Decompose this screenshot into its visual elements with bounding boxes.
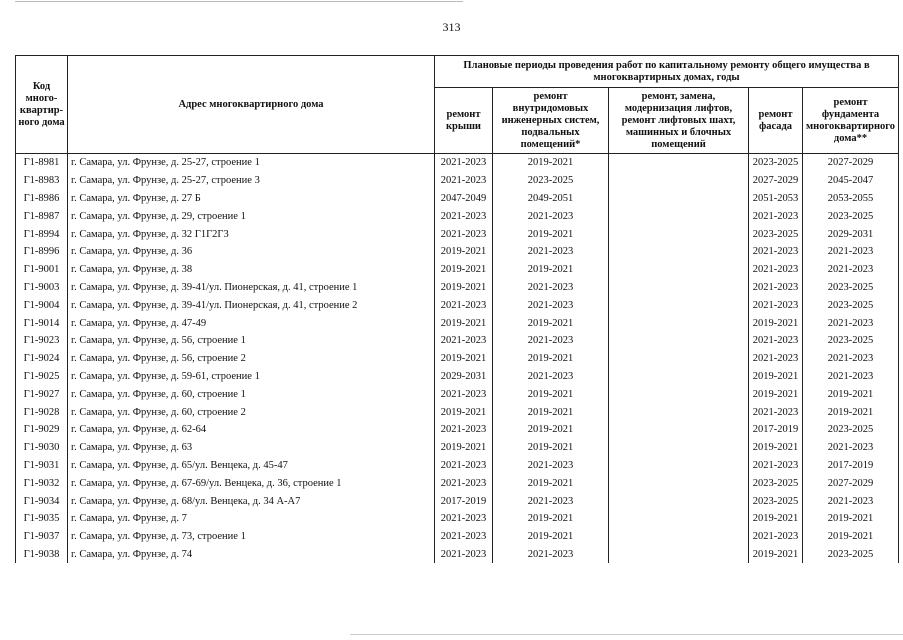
cell-code: Г1-8986 [16,190,68,208]
cell-code: Г1-9003 [16,279,68,297]
cell-elevators [609,225,749,243]
cell-elevators [609,243,749,261]
cell-facade: 2027-2029 [749,172,803,190]
cell-roof: 2047-2049 [435,190,493,208]
cell-elevators [609,403,749,421]
cell-address: г. Самара, ул. Фрунзе, д. 38 [68,261,435,279]
cell-facade: 2051-2053 [749,190,803,208]
cell-address: г. Самара, ул. Фрунзе, д. 25-27, строение 1 [68,154,435,172]
cell-address: г. Самара, ул. Фрунзе, д. 62-64 [68,421,435,439]
table-row [16,154,899,172]
cell-foundation: 2023-2025 [803,421,899,439]
cell-internal-systems: 2021-2023 [493,457,609,475]
cell-elevators [609,190,749,208]
cell-facade: 2019-2021 [749,385,803,403]
cell-facade: 2023-2025 [749,154,803,172]
cell-address: г. Самара, ул. Фрунзе, д. 65/ул. Венцека, д. 45-47 [68,457,435,475]
cell-foundation: 2023-2025 [803,332,899,350]
cell-address: г. Самара, ул. Фрунзе, д. 56, строение 1 [68,332,435,350]
cell-code: Г1-9028 [16,403,68,421]
cell-code: Г1-9004 [16,296,68,314]
cell-internal-systems: 2049-2051 [493,190,609,208]
table-row [16,492,899,510]
cell-foundation: 2023-2025 [803,279,899,297]
cell-elevators [609,332,749,350]
cell-address: г. Самара, ул. Фрунзе, д. 39-41/ул. Пионерская, д. 41, строение 1 [68,279,435,297]
table-row [16,350,899,368]
cell-elevators [609,296,749,314]
cell-foundation: 2029-2031 [803,225,899,243]
cell-facade: 2021-2023 [749,350,803,368]
cell-elevators [609,154,749,172]
capital-repair-schedule-table [15,55,899,563]
table-row [16,457,899,475]
cell-foundation: 2021-2023 [803,350,899,368]
cell-foundation: 2053-2055 [803,190,899,208]
cell-roof: 2021-2023 [435,154,493,172]
cell-roof: 2017-2019 [435,492,493,510]
cell-code: Г1-9038 [16,546,68,564]
cell-code: Г1-9001 [16,261,68,279]
table-row [16,528,899,546]
cell-address: г. Самара, ул. Фрунзе, д. 60, строение 2 [68,403,435,421]
cell-code: Г1-9023 [16,332,68,350]
cell-internal-systems: 2019-2021 [493,474,609,492]
cell-address: г. Самара, ул. Фрунзе, д. 63 [68,439,435,457]
header-periods-group: Плановые периоды проведения работ по капитальному ремонту общего имущества в многоквартирных домах, годы [435,56,899,88]
cell-internal-systems: 2021-2023 [493,207,609,225]
table-row [16,314,899,332]
cell-facade: 2021-2023 [749,296,803,314]
table-row [16,207,899,225]
cell-code: Г1-9024 [16,350,68,368]
cell-foundation: 2045-2047 [803,172,899,190]
cell-elevators [609,457,749,475]
cell-code: Г1-8994 [16,225,68,243]
cell-code: Г1-9025 [16,368,68,386]
cell-elevators [609,546,749,564]
cell-address: г. Самара, ул. Фрунзе, д. 74 [68,546,435,564]
cell-address: г. Самара, ул. Фрунзе, д. 29, строение 1 [68,207,435,225]
cell-address: г. Самара, ул. Фрунзе, д. 56, строение 2 [68,350,435,368]
cell-address: г. Самара, ул. Фрунзе, д. 59-61, строение 1 [68,368,435,386]
cell-foundation: 2027-2029 [803,474,899,492]
cell-code: Г1-9034 [16,492,68,510]
cell-code: Г1-9035 [16,510,68,528]
cell-roof: 2021-2023 [435,207,493,225]
cell-address: г. Самара, ул. Фрунзе, д. 68/ул. Венцека, д. 34 А-А7 [68,492,435,510]
cell-facade: 2023-2025 [749,492,803,510]
cell-foundation: 2023-2025 [803,296,899,314]
cell-internal-systems: 2021-2023 [493,243,609,261]
cell-facade: 2021-2023 [749,243,803,261]
table-row [16,190,899,208]
cell-foundation: 2023-2025 [803,207,899,225]
cell-foundation: 2021-2023 [803,439,899,457]
cell-roof: 2021-2023 [435,172,493,190]
cell-address: г. Самара, ул. Фрунзе, д. 27 Б [68,190,435,208]
scan-artifact-bottom [350,634,903,635]
cell-roof: 2019-2021 [435,279,493,297]
cell-roof: 2019-2021 [435,403,493,421]
cell-facade: 2021-2023 [749,279,803,297]
cell-internal-systems: 2019-2021 [493,314,609,332]
cell-code: Г1-8996 [16,243,68,261]
table-row [16,385,899,403]
cell-foundation: 2019-2021 [803,385,899,403]
cell-internal-systems: 2021-2023 [493,279,609,297]
table-row [16,421,899,439]
cell-roof: 2021-2023 [435,225,493,243]
cell-internal-systems: 2019-2021 [493,510,609,528]
cell-roof: 2021-2023 [435,528,493,546]
cell-elevators [609,279,749,297]
cell-foundation: 2027-2029 [803,154,899,172]
cell-roof: 2021-2023 [435,421,493,439]
cell-foundation: 2021-2023 [803,243,899,261]
table-row [16,546,899,564]
cell-internal-systems: 2019-2021 [493,154,609,172]
cell-internal-systems: 2019-2021 [493,385,609,403]
cell-facade: 2023-2025 [749,225,803,243]
scan-artifact-top [15,1,463,2]
table-row [16,439,899,457]
cell-internal-systems: 2021-2023 [493,296,609,314]
cell-internal-systems: 2019-2021 [493,439,609,457]
cell-foundation: 2021-2023 [803,368,899,386]
table-row [16,279,899,297]
cell-code: Г1-9027 [16,385,68,403]
cell-facade: 2021-2023 [749,207,803,225]
cell-roof: 2021-2023 [435,510,493,528]
cell-roof: 2019-2021 [435,261,493,279]
cell-internal-systems: 2023-2025 [493,172,609,190]
cell-roof: 2021-2023 [435,457,493,475]
cell-internal-systems: 2021-2023 [493,492,609,510]
cell-code: Г1-9030 [16,439,68,457]
cell-elevators [609,207,749,225]
cell-facade: 2023-2025 [749,474,803,492]
cell-facade: 2021-2023 [749,332,803,350]
cell-foundation: 2017-2019 [803,457,899,475]
table-body [16,154,899,564]
cell-facade: 2019-2021 [749,439,803,457]
cell-elevators [609,439,749,457]
cell-roof: 2021-2023 [435,332,493,350]
cell-roof: 2021-2023 [435,546,493,564]
cell-facade: 2019-2021 [749,368,803,386]
cell-code: Г1-8981 [16,154,68,172]
cell-internal-systems: 2019-2021 [493,421,609,439]
header-code: Код много-квартир-ного дома [16,56,68,154]
header-facade: ремонт фасада [749,88,803,154]
cell-roof: 2021-2023 [435,385,493,403]
cell-elevators [609,474,749,492]
cell-facade: 2017-2019 [749,421,803,439]
cell-elevators [609,368,749,386]
cell-elevators [609,421,749,439]
cell-address: г. Самара, ул. Фрунзе, д. 73, строение 1 [68,528,435,546]
header-address: Адрес многоквартирного дома [68,56,435,154]
cell-facade: 2021-2023 [749,457,803,475]
cell-elevators [609,385,749,403]
table-row [16,172,899,190]
cell-code: Г1-8987 [16,207,68,225]
cell-elevators [609,261,749,279]
cell-facade: 2021-2023 [749,261,803,279]
cell-internal-systems: 2019-2021 [493,403,609,421]
cell-code: Г1-9029 [16,421,68,439]
table-row [16,403,899,421]
header-elevators: ремонт, замена, модернизация лифтов, ремонт лифтовых шахт, машинных и блочных помещений [609,88,749,154]
cell-code: Г1-8983 [16,172,68,190]
cell-address: г. Самара, ул. Фрунзе, д. 32 Г1Г2Г3 [68,225,435,243]
header-roof: ремонт крыши [435,88,493,154]
cell-foundation: 2021-2023 [803,492,899,510]
cell-roof: 2029-2031 [435,368,493,386]
table-header [16,56,899,154]
header-internal-systems: ремонт внутридомовых инженерных систем, подвальных помещений* [493,88,609,154]
cell-roof: 2019-2021 [435,243,493,261]
cell-address: г. Самара, ул. Фрунзе, д. 67-69/ул. Венцека, д. 36, строение 1 [68,474,435,492]
cell-address: г. Самара, ул. Фрунзе, д. 36 [68,243,435,261]
cell-code: Г1-9014 [16,314,68,332]
table-row [16,368,899,386]
cell-address: г. Самара, ул. Фрунзе, д. 47-49 [68,314,435,332]
cell-foundation: 2019-2021 [803,510,899,528]
cell-address: г. Самара, ул. Фрунзе, д. 25-27, строение 3 [68,172,435,190]
table-row [16,296,899,314]
cell-internal-systems: 2019-2021 [493,528,609,546]
cell-internal-systems: 2021-2023 [493,332,609,350]
cell-foundation: 2019-2021 [803,528,899,546]
cell-internal-systems: 2021-2023 [493,546,609,564]
cell-elevators [609,510,749,528]
cell-internal-systems: 2019-2021 [493,225,609,243]
cell-facade: 2021-2023 [749,403,803,421]
cell-roof: 2019-2021 [435,350,493,368]
table-row [16,243,899,261]
cell-code: Г1-9031 [16,457,68,475]
cell-roof: 2021-2023 [435,296,493,314]
cell-internal-systems: 2019-2021 [493,350,609,368]
cell-facade: 2019-2021 [749,510,803,528]
cell-roof: 2019-2021 [435,439,493,457]
cell-foundation: 2021-2023 [803,314,899,332]
cell-elevators [609,350,749,368]
cell-address: г. Самара, ул. Фрунзе, д. 7 [68,510,435,528]
cell-address: г. Самара, ул. Фрунзе, д. 39-41/ул. Пионерская, д. 41, строение 2 [68,296,435,314]
cell-internal-systems: 2021-2023 [493,368,609,386]
cell-facade: 2019-2021 [749,314,803,332]
table-row [16,474,899,492]
cell-foundation: 2019-2021 [803,403,899,421]
cell-elevators [609,528,749,546]
cell-roof: 2021-2023 [435,474,493,492]
table-row [16,225,899,243]
cell-foundation: 2023-2025 [803,546,899,564]
cell-roof: 2019-2021 [435,314,493,332]
header-foundation: ремонт фундамента многоквартирного дома** [803,88,899,154]
cell-facade: 2019-2021 [749,546,803,564]
table-row [16,332,899,350]
cell-address: г. Самара, ул. Фрунзе, д. 60, строение 1 [68,385,435,403]
cell-elevators [609,492,749,510]
cell-elevators [609,314,749,332]
cell-facade: 2021-2023 [749,528,803,546]
cell-internal-systems: 2019-2021 [493,261,609,279]
cell-foundation: 2021-2023 [803,261,899,279]
table-row [16,510,899,528]
page-number: 313 [442,20,461,34]
cell-elevators [609,172,749,190]
cell-code: Г1-9032 [16,474,68,492]
table-row [16,261,899,279]
cell-code: Г1-9037 [16,528,68,546]
